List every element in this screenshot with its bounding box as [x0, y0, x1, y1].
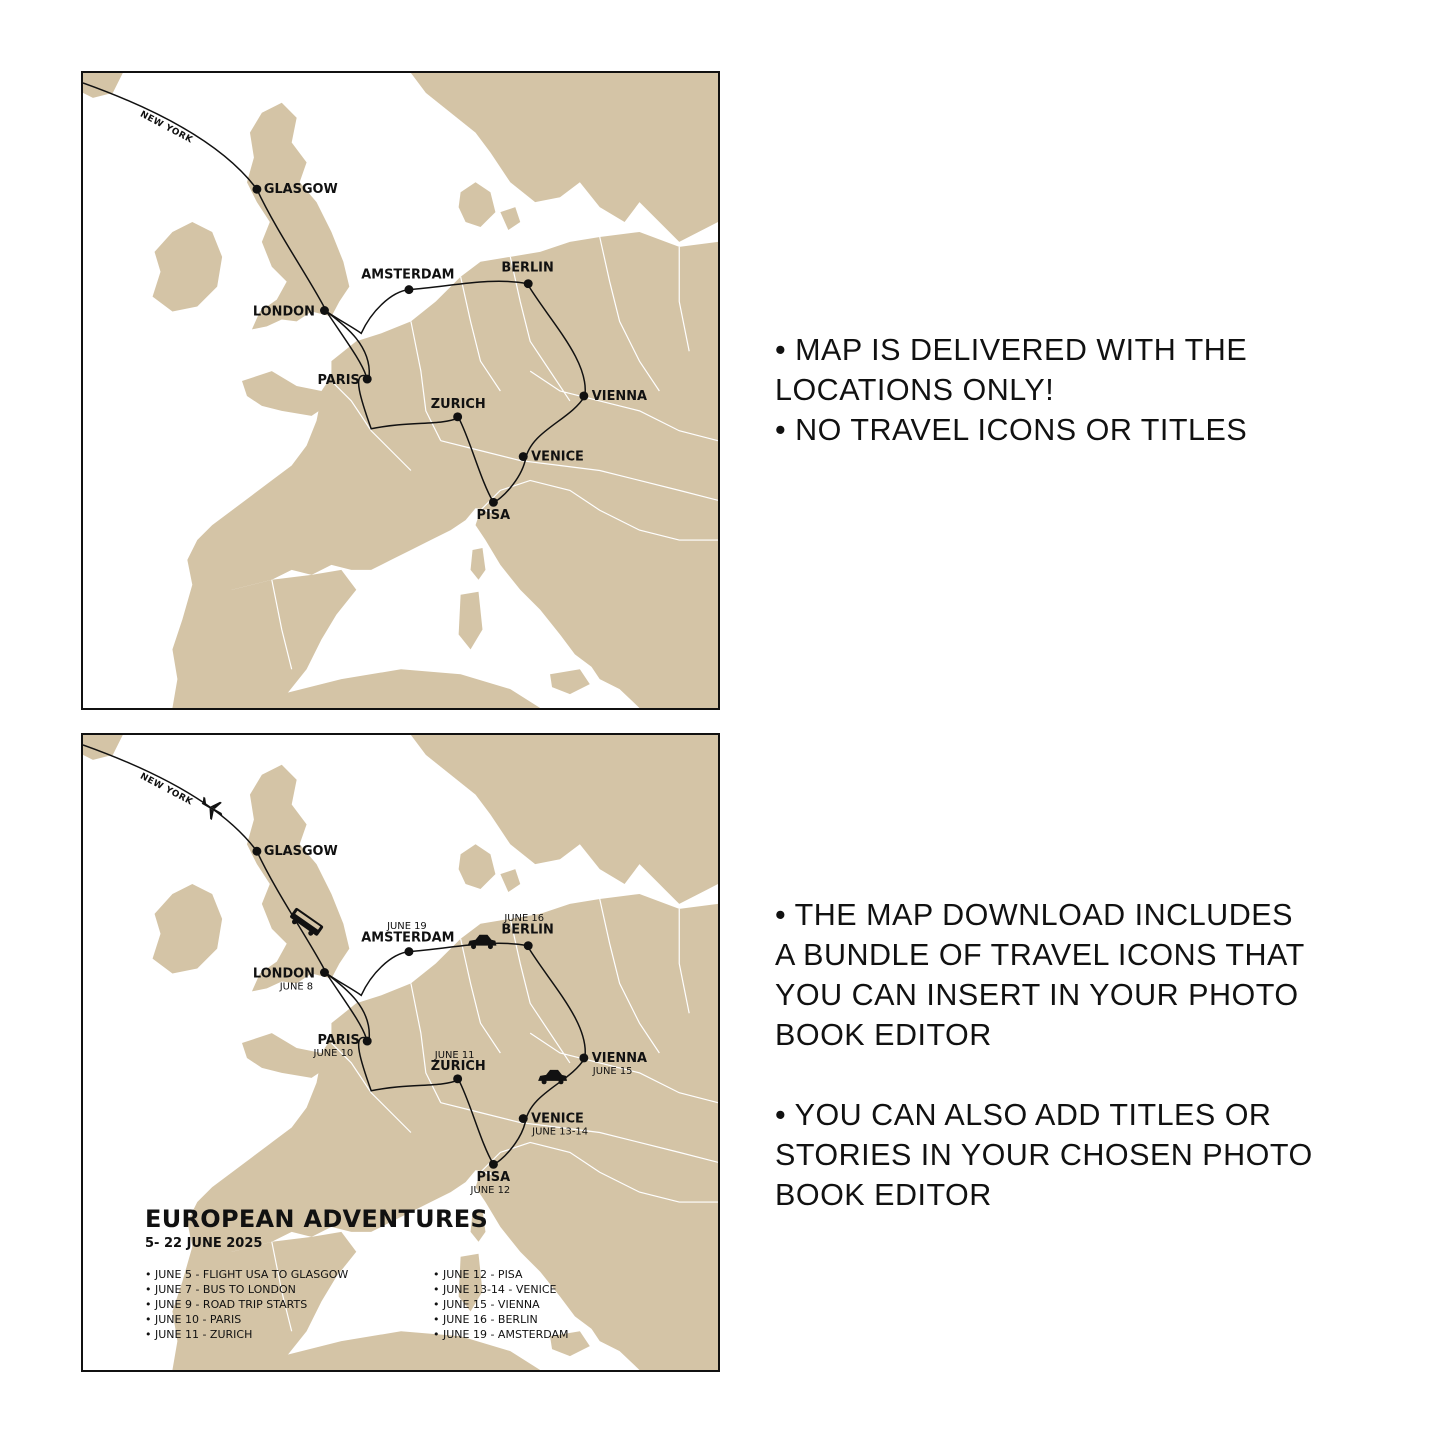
- dot-paris: [363, 1037, 372, 1046]
- note-line: LOCATIONS ONLY!: [775, 373, 1055, 407]
- map-title: EUROPEAN ADVENTURES: [145, 1205, 489, 1233]
- itinerary-item: • JUNE 10 - PARIS: [145, 1312, 348, 1327]
- itinerary-item: • JUNE 16 - BERLIN: [433, 1312, 569, 1327]
- itinerary-item: • JUNE 9 - ROAD TRIP STARTS: [145, 1297, 348, 1312]
- note-line: • MAP IS DELIVERED WITH THE: [775, 333, 1248, 367]
- label-pisa: PISA: [476, 1170, 511, 1186]
- map-title-block: [145, 1205, 705, 1341]
- airplane-icon: [196, 793, 228, 823]
- date-london: JUNE 8: [279, 981, 314, 993]
- dot-venice: [519, 1114, 528, 1123]
- dot-amsterdam: [404, 285, 413, 294]
- top-map: [83, 73, 718, 708]
- note-line: • THE MAP DOWNLOAD INCLUDES: [775, 898, 1293, 932]
- label-berlin: BERLIN: [501, 260, 554, 276]
- note-line: A BUNDLE OF TRAVEL ICONS THAT: [775, 938, 1305, 972]
- flight-route: [83, 83, 257, 189]
- origin-label: NEW YORK: [138, 771, 195, 808]
- itinerary-item: • JUNE 13-14 - VENICE: [433, 1282, 569, 1297]
- itinerary-right: [433, 1267, 569, 1342]
- dot-venice: [519, 452, 528, 461]
- dot-glasgow: [252, 185, 261, 194]
- date-venice: JUNE 13-14: [532, 1126, 589, 1138]
- dot-pisa: [489, 498, 498, 507]
- label-amsterdam: AMSTERDAM: [361, 930, 455, 946]
- label-pisa: PISA: [476, 508, 511, 524]
- note-line: BOOK EDITOR: [775, 1018, 992, 1052]
- origin-label: NEW YORK: [138, 109, 195, 146]
- date-pisa: JUNE 12: [470, 1185, 511, 1197]
- note-line: YOU CAN INSERT IN YOUR PHOTO: [775, 978, 1299, 1012]
- itinerary-item: • JUNE 11 - ZURICH: [145, 1327, 348, 1342]
- dot-zurich: [453, 412, 462, 421]
- dot-london: [320, 968, 329, 977]
- label-vienna: VIENNA: [591, 1050, 647, 1066]
- note-line: BOOK EDITOR: [775, 1178, 992, 1212]
- date-berlin: JUNE 16: [504, 912, 545, 924]
- itinerary-item: • JUNE 19 - AMSTERDAM: [433, 1327, 569, 1342]
- dot-zurich: [453, 1074, 462, 1083]
- label-berlin: BERLIN: [501, 922, 554, 938]
- note-line: STORIES IN YOUR CHOSEN PHOTO: [775, 1138, 1313, 1172]
- dot-glasgow: [252, 847, 261, 856]
- date-zurich: JUNE 11: [434, 1049, 475, 1061]
- note-line: • YOU CAN ALSO ADD TITLES OR: [775, 1098, 1272, 1132]
- label-zurich: ZURICH: [430, 396, 486, 412]
- label-glasgow: GLASGOW: [263, 844, 338, 860]
- note-locations-only: [775, 330, 1247, 450]
- itinerary-item: • JUNE 5 - FLIGHT USA TO GLASGOW: [145, 1267, 348, 1282]
- label-venice: VENICE: [531, 1111, 584, 1127]
- itinerary-item: • JUNE 7 - BUS TO LONDON: [145, 1282, 348, 1297]
- label-paris: PARIS: [317, 373, 360, 389]
- itinerary-item: • JUNE 15 - VIENNA: [433, 1297, 569, 1312]
- map-subtitle: 5- 22 JUNE 2025: [145, 1236, 263, 1251]
- date-amsterdam: JUNE 19: [387, 920, 427, 932]
- top-map-panel: [81, 71, 720, 710]
- dot-pisa: [489, 1160, 498, 1169]
- label-venice: VENICE: [531, 449, 584, 465]
- label-paris: PARIS: [317, 1033, 360, 1049]
- label-london: LONDON: [252, 966, 315, 982]
- itinerary-left: [145, 1267, 348, 1342]
- label-zurich: ZURICH: [430, 1058, 486, 1074]
- label-london: LONDON: [252, 304, 315, 320]
- label-glasgow: GLASGOW: [263, 182, 338, 198]
- label-vienna: VIENNA: [591, 388, 647, 404]
- note-icons-bundle: [775, 895, 1313, 1215]
- dot-amsterdam: [404, 947, 413, 956]
- date-vienna: JUNE 15: [592, 1065, 633, 1077]
- bottom-map-panel: [81, 733, 720, 1372]
- dot-vienna: [579, 1053, 588, 1062]
- dot-berlin: [524, 279, 533, 288]
- note-line: • NO TRAVEL ICONS OR TITLES: [775, 413, 1248, 447]
- dot-berlin: [524, 941, 533, 950]
- dot-paris: [363, 375, 372, 384]
- itinerary-item: • JUNE 12 - PISA: [433, 1267, 569, 1282]
- dot-vienna: [579, 391, 588, 400]
- flight-route: [83, 745, 257, 851]
- dot-london: [320, 306, 329, 315]
- date-paris: JUNE 10: [313, 1047, 354, 1059]
- label-amsterdam: AMSTERDAM: [361, 267, 455, 283]
